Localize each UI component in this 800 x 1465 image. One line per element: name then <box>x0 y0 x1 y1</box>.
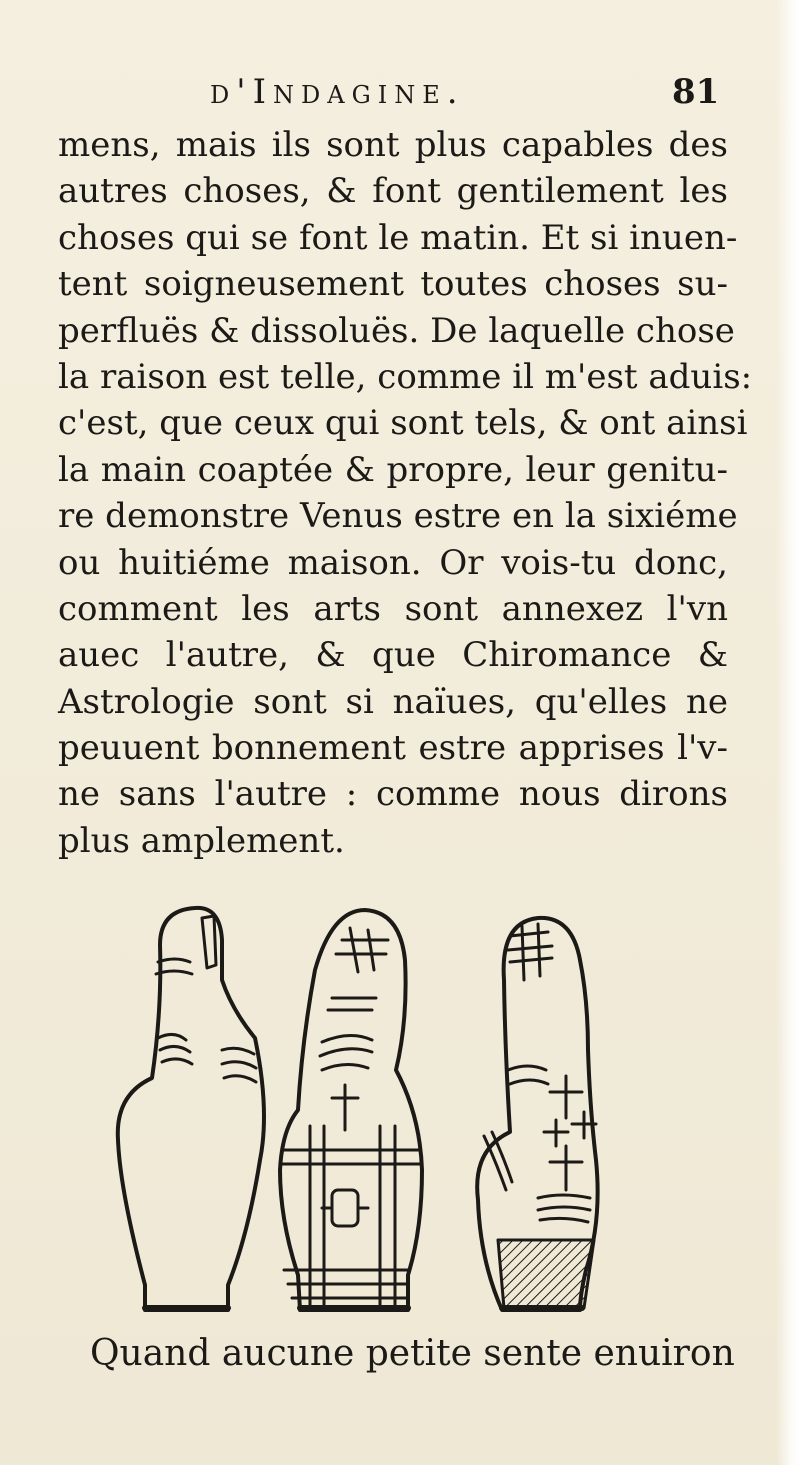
text-line: ne sans l'autre : comme nous dirons <box>58 774 728 815</box>
text-line: la main coaptée & propre, leur genitu- <box>58 449 728 490</box>
catchword-line: Quand aucune petite sente enuiron <box>90 1333 735 1374</box>
text-line: perfluës & dissoluës. De laquelle chose <box>58 310 735 351</box>
text-line: auec l'autre, & que Chiromance & <box>58 635 728 676</box>
woodcut-finger-figure <box>110 900 630 1325</box>
text-line: tent soigneusement toutes choses su- <box>58 264 728 305</box>
text-line: c'est, que ceux qui sont tels, & ont ainsi <box>58 403 748 444</box>
body-text <box>58 122 753 864</box>
page-number: 81 <box>672 72 720 112</box>
text-line: comment les arts sont annexez l'vn <box>58 588 728 629</box>
text-line: la raison est telle, comme il m'est aduis: <box>58 356 753 397</box>
text-line: autres choses, & font gentilement les <box>58 171 728 212</box>
text-line: Astrologie sont si naïues, qu'elles ne <box>58 681 728 722</box>
page-edge <box>776 0 800 1465</box>
running-head: d'Indagine. <box>210 72 465 112</box>
text-line: plus amplement. <box>58 820 345 861</box>
text-line: choses qui se font le matin. Et si inuen- <box>58 217 738 258</box>
text-line: re demonstre Venus estre en la sixiéme <box>58 496 738 537</box>
text-line: mens, mais ils sont plus capables des <box>58 125 728 165</box>
finger-two <box>280 910 422 1310</box>
text-line: peuuent bonnement estre apprises l'v- <box>58 728 728 769</box>
text-line: ou huitiéme maison. Or vois-tu donc, <box>58 542 728 583</box>
page-header <box>0 70 780 120</box>
finger-three <box>477 918 597 1310</box>
finger-one <box>118 908 264 1310</box>
